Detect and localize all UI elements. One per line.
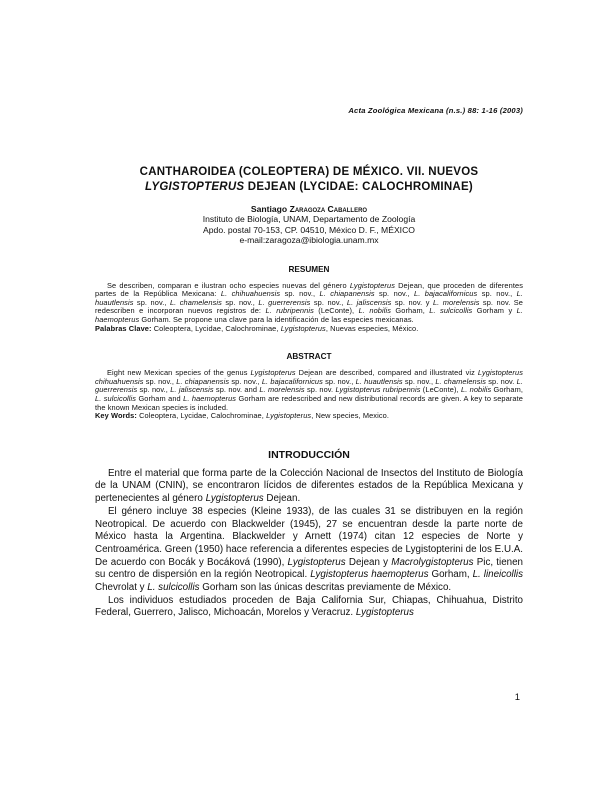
introduction-paragraph-3: Los individuos estudiados proceden de Baja California Sur, Chiapas, Chihuahua, Distrito Federal, Guerrero, Jalisco, Michoacán, Morelos y Veracruz. Lygistopterus (95, 594, 523, 619)
author-name: Santiago Zaragoza Caballero (250, 204, 368, 214)
author-affiliation-line-2: Apdo. postal 70-153, CP. 04510, México D. F., MÉXICO (203, 224, 415, 235)
resumen-keywords: Palabras Clave: Coleoptera, Lycidae, Calochrominae, Lygistopterus, Nuevas especies, México. (95, 323, 419, 333)
author-email: e-mail:zaragoza@ibiologia.unam.mx (239, 235, 379, 246)
resumen-section (95, 265, 523, 334)
page-number: 1 (514, 692, 520, 703)
abstract-keywords: Key Words: Coleoptera, Lycidae, Calochrominae, Lygistopterus, New species, Mexico. (95, 411, 389, 421)
author-block (95, 204, 523, 246)
resumen-paragraph: Se describen, comparan e ilustran ocho especies nuevas del género Lygistopterus Dejean, que proceden de diferentes partes de la República Mexicana: L. chihuahuensis sp. nov., L. chiapanensis sp. nov., L. bajacalifornicus sp. nov., L. huautlensis sp. nov., L. chamelensis sp. nov., L. guerrerensis sp. nov., L. jaliscensis sp. nov. y L. morelensis sp. nov. Se redescriben e incorporan nuevos registros de: L. rubripennis (LeConte), L. nobilis Gorham, L. sulcicollis Gorham y L. haemopterus Gorham. Se propone una clave para la identificación de las especies mexicanas. (95, 280, 524, 324)
author-affiliation-line-1: Instituto de Biología, UNAM, Departamento de Zoología (202, 214, 416, 225)
introduction-paragraph-2: El género incluye 38 especies (Kleine 1933), de las cuales 31 se distribuyen en la región Neotropical. De acuerdo con Blackwelder (1945), 27 se encuentran desde la parte norte de México hasta la Argentina. Blackwelder y Arnett (1974) citan 12 especies de Norte y Centroamérica. Green (1950) hace referencia a diferentes especies de Lygistopterini de los E.U.A. De acuerdo con Bocák y Bocáková (1990), Lygistopterus Dejean y Macrolygistopterus Pic, tienen su centro de dispersión en la región Neotropical. Lygistopterus haemopterus Gorham, L. lineicollis Chevrolat y L. sulcicollis Gorham son las únicas descritas previamente de México. (95, 505, 524, 594)
journal-header: Acta Zoológica Mexicana (n.s.) 88: 1-16 (2003) (348, 106, 523, 115)
abstract-section (95, 352, 523, 421)
introduction-heading: INTRODUCCIÓN (268, 448, 350, 461)
title-line-2: LYGISTOPTERUS DEJEAN (LYCIDAE: CALOCHROMINAE) (145, 181, 473, 193)
title-line-1: CANTHAROIDEA (COLEOPTERA) DE MÉXICO. VII. NUEVOS (139, 166, 479, 178)
abstract-heading: ABSTRACT (286, 352, 332, 362)
resumen-heading: RESUMEN (288, 264, 330, 274)
introduction-paragraph-1: Entre el material que forma parte de la Colección Nacional de Insectos del Instituto de Biología de la UNAM (CNIN), se encontraron lícidos de diferentes estados de la República Mexicana y pertenecientes al género Lygistopterus Dejean. (95, 467, 523, 505)
abstract-paragraph: Eight new Mexican species of the genus Lygistopterus Dejean are described, compared and illustrated viz Lygistopterus chihuahuensis sp. nov., L. chiapanensis sp. nov., L. bajacalifornicus sp. nov., L. huautlensis sp. nov., L. chamelensis sp. nov. L. guerrerensis sp. nov., L. jaliscensis sp. nov. and L. morelensis sp. nov. Lygistopterus rubripennis (LeConte), L. nobilis Gorham, L. sulcicollis Gorham and L. haemopterus Gorham are redescribed and new distributional records are given. A key to separate the known Mexican species is included. (95, 368, 523, 412)
paper-title (95, 165, 523, 195)
introduction-section (95, 449, 523, 620)
